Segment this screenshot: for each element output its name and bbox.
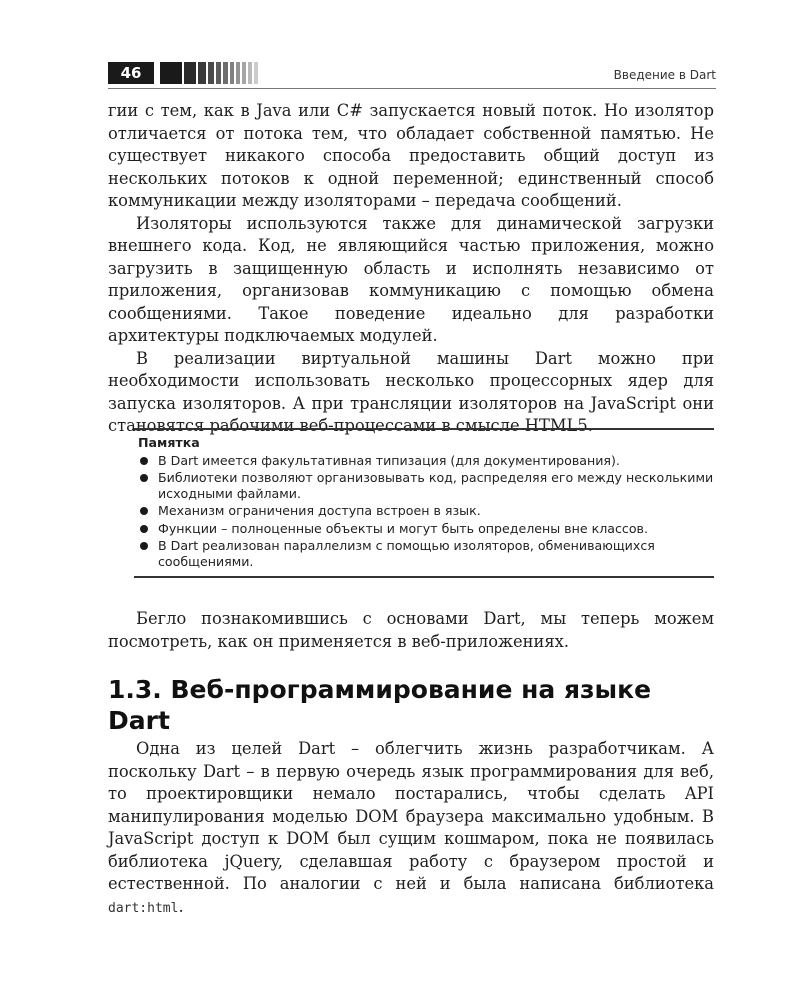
header-stripe [254,62,258,84]
header-stripe [160,62,182,84]
body-text-top [108,100,714,438]
paragraph: Бегло познакомившись с основами Dart, мы теперь можем посмотреть, как он применяется в веб-приложениях. [108,609,714,651]
section-heading: 1.3. Веб-программирование на языке Dart [108,675,652,735]
note-item [134,470,714,501]
summary-note [134,428,714,578]
running-title: Введение в Dart [613,68,716,82]
header-stripe [236,62,240,84]
bullet-icon [140,457,148,465]
bullet-icon [140,474,148,482]
paragraph: В реализации виртуальной машины Dart можно при необходимости использовать несколько процессорных ядер для запуска изоляторов. А при трансляции изоляторов на JavaScript они становятся рабочими веб-процессами в смысле HTML5. [108,348,714,435]
header-stripes [160,62,260,84]
inline-code: dart:html [108,900,179,916]
paragraph: Изоляторы используются также для динамической загрузки внешнего кода. Код, не являющийся частью приложения, можно загрузить в защищенную область и исполнять независимо от приложения, организовав коммуникацию с помощью обмена сообщениями. Такое поведение идеально для разработки архитектуры подключаемых модулей. [108,213,714,345]
header-stripe [216,62,221,84]
body-text-middle [108,608,714,653]
note-item [134,503,714,519]
note-item-text: Функции – полноценные объекты и могут быть определены вне классов. [158,520,648,536]
paragraph [108,738,714,920]
header-stripe [184,62,196,84]
body-text-bottom [108,738,714,920]
note-item [134,538,714,569]
header-rule [108,88,716,89]
paragraph: гии с тем, как в Java или C# запускается новый поток. Но изолятор отличается от потока тем, что обладает собственной памятью. Не существует никакого способа предоставить общий доступ из нескольких потоков к одной переменной; единственный способ коммуникации между изоляторами – передача сообщений. [108,101,714,210]
note-title: Памятка [138,435,200,450]
bullet-icon [140,507,148,515]
note-item-text: В Dart имеется факультативная типизация (для документирования). [158,452,620,468]
note-item-text: Механизм ограничения доступа встроен в язык. [158,503,481,518]
paragraph-end: . [178,896,184,916]
paragraph-text: Одна из целей Dart – облегчить жизнь разработчикам. А поскольку Dart – в первую очередь язык программирования для веб, то проектировщики немало постарались, чтобы сделать API манипулирования моделью DOM браузера максимально удобным. В JavaScript доступ к DOM был сущим кошмаром, пока не появилась библиотека jQuery, сделавшая работу с браузером простой и естественной. По аналогии с ней и была написана библиотека [108,739,714,893]
header-stripe [230,62,234,84]
header-stripe [248,62,252,84]
header-stripe [198,62,206,84]
header-stripe [223,62,228,84]
note-list [134,453,714,570]
page-header [108,56,716,90]
header-stripe [208,62,214,84]
bullet-icon [140,525,148,533]
page-number: 46 [108,62,154,84]
note-item [134,453,714,469]
note-item [134,521,714,537]
bullet-icon [140,542,148,550]
header-stripe [242,62,246,84]
note-item-text: В Dart реализован параллелизм с помощью изоляторов, обменивающихся сообщениями. [158,538,655,569]
note-item-text: Библиотеки позволяют организовывать код, распределяя его между несколькими исходными файлами. [158,470,714,501]
